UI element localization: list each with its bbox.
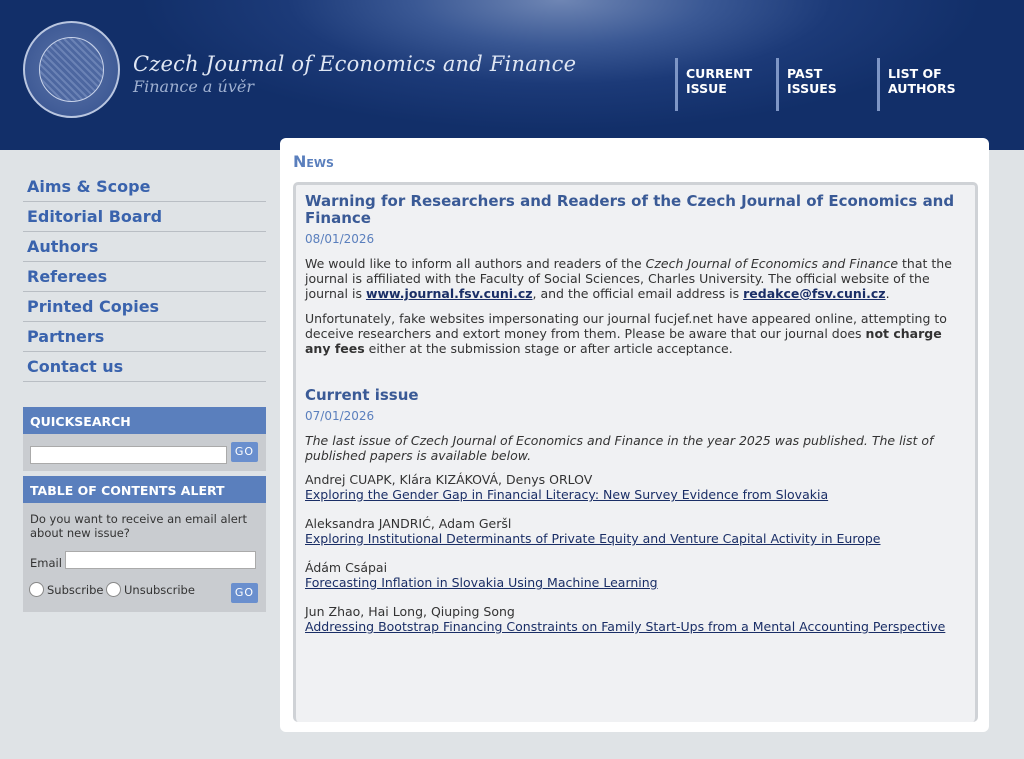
site-header — [0, 0, 1024, 150]
sidebar-link-authors[interactable]: Authors — [23, 232, 266, 262]
main-panel — [280, 138, 989, 732]
seal-emblem — [39, 37, 104, 102]
paper-authors: Andrej CUAPK, Klára KIZÁKOVÁ, Denys ORLOV — [305, 472, 593, 487]
warning-p1-text-b: that the journal is affiliated with the Faculty of Social Sciences, Charles University. The official website of the journal is — [305, 256, 952, 301]
warning-paragraph-1 — [305, 256, 970, 301]
nav-current-issue-line1: CURRENT — [686, 66, 753, 81]
subscribe-radio[interactable] — [29, 582, 44, 597]
current-issue-title: Current issue — [305, 386, 419, 404]
sidebar-link-printed-copies[interactable]: Printed Copies — [23, 292, 266, 322]
warning-paragraph-2 — [305, 311, 970, 356]
paper-item — [305, 472, 970, 502]
warning-p2-bold: not charge any fees — [305, 326, 942, 356]
warning-p2-text-a: Unfortunately, fake websites impersonating our journal fucjef.net have appeared online, attempting to deceive researchers and extort money from them. Please be aware that our journal does — [305, 311, 947, 341]
paper-item — [305, 604, 970, 634]
current-issue-article — [305, 387, 970, 634]
sidebar-link-contact-us[interactable]: Contact us — [23, 352, 266, 382]
sidebar-link-referees[interactable]: Referees — [23, 262, 266, 292]
unsubscribe-radio[interactable] — [106, 582, 121, 597]
paper-title-link[interactable]: Forecasting Inflation in Slovakia Using Machine Learning — [305, 575, 658, 590]
nav-current-issue-line2: ISSUE — [686, 81, 727, 96]
unsubscribe-label[interactable]: Unsubscribe — [124, 583, 195, 597]
sidebar-link-partners[interactable]: Partners — [23, 322, 266, 352]
nav-list-of-authors-line2: AUTHORS — [888, 81, 956, 96]
paper-authors: Aleksandra JANDRIĆ, Adam Geršl — [305, 516, 512, 531]
nav-current-issue[interactable] — [675, 58, 770, 111]
journal-title[interactable]: Czech Journal of Economics and Finance — [133, 52, 577, 76]
nav-past-issues-line2: ISSUES — [787, 81, 837, 96]
toc-alert-text: Do you want to receive an email alert about new issue? — [30, 512, 248, 540]
subscribe-label[interactable]: Subscribe — [47, 583, 104, 597]
warning-date: 08/01/2026 — [305, 232, 375, 246]
warning-p1-journal-name: Czech Journal of Economics and Finance — [645, 256, 899, 271]
warning-article — [305, 193, 970, 356]
official-email-link[interactable]: redakce@fsv.cuni.cz — [743, 286, 886, 301]
warning-p1-text-a: We would like to inform all authors and readers of the — [305, 256, 646, 271]
current-issue-intro: The last issue of Czech Journal of Economics and Finance in the year 2025 was published. The list of published papers is available below. — [305, 433, 934, 463]
warning-p1-text-d: . — [885, 286, 890, 301]
current-issue-date: 07/01/2026 — [305, 409, 375, 423]
toc-alert-title: TABLE OF CONTENTS ALERT — [23, 476, 266, 503]
sidebar-link-aims-scope[interactable]: Aims & Scope — [23, 172, 266, 202]
paper-item — [305, 560, 970, 590]
nav-list-of-authors-line1: LIST OF — [888, 66, 942, 81]
paper-title-link[interactable]: Exploring the Gender Gap in Financial Literacy: New Survey Evidence from Slovakia — [305, 487, 829, 502]
email-field[interactable] — [65, 551, 256, 569]
official-website-link[interactable]: www.journal.fsv.cuni.cz — [365, 286, 533, 301]
nav-past-issues-line1: PAST — [787, 66, 823, 81]
quicksearch-go-button[interactable]: GO — [231, 442, 258, 462]
paper-authors: Jun Zhao, Hai Long, Qiuping Song — [305, 604, 515, 619]
quicksearch-box — [23, 407, 266, 471]
sidebar-link-editorial-board[interactable]: Editorial Board — [23, 202, 266, 232]
university-seal-logo[interactable] — [23, 21, 120, 118]
quicksearch-title: QUICKSEARCH — [23, 407, 266, 434]
sidebar-menu — [23, 172, 266, 382]
warning-p2-text-b: either at the submission stage or after article acceptance. — [364, 341, 733, 356]
warning-title: Warning for Researchers and Readers of the Czech Journal of Economics and Finance — [305, 192, 955, 227]
news-content — [293, 182, 978, 722]
journal-subtitle: Finance a úvěr — [133, 77, 254, 96]
quicksearch-input[interactable] — [30, 446, 227, 464]
toc-alert-go-button[interactable]: GO — [231, 583, 258, 603]
nav-past-issues[interactable] — [776, 58, 871, 111]
warning-p1-text-c: , and the official email address is — [532, 286, 744, 301]
nav-list-of-authors[interactable] — [877, 58, 972, 111]
email-label: Email — [30, 556, 62, 570]
news-heading: News — [293, 152, 334, 171]
paper-title-link[interactable]: Exploring Institutional Determinants of Private Equity and Venture Capital Activity in Europe — [305, 531, 881, 546]
toc-alert-box — [23, 476, 266, 612]
paper-authors: Ádám Csápai — [305, 560, 388, 575]
paper-item — [305, 516, 970, 546]
paper-title-link[interactable]: Addressing Bootstrap Financing Constraints on Family Start-Ups from a Mental Accounting Perspective — [305, 619, 946, 634]
